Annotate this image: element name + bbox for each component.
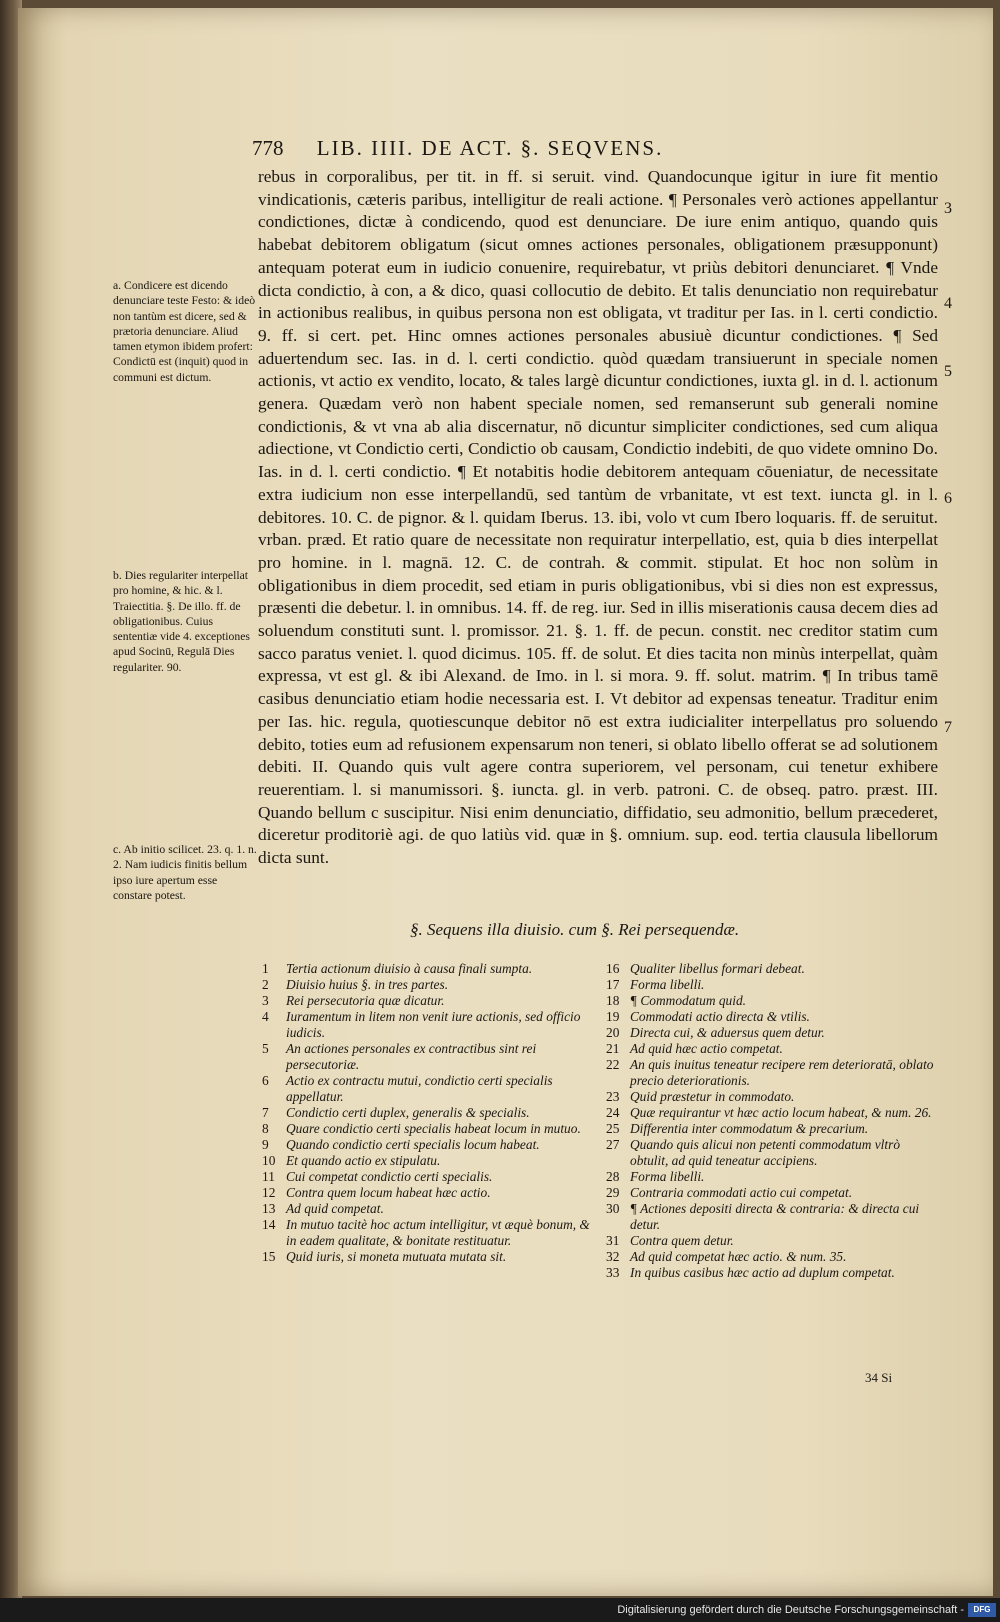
- index-entry: 3 Rei persecutoria quæ dicatur.: [262, 993, 445, 1008]
- margin-number: 6: [944, 490, 952, 507]
- index-entry: 27 Quando quis alicui non petenti commodatum vltrò obtulit, ad quid teneatur accipiens.: [606, 1137, 901, 1168]
- index-entry: 16 Qualiter libellus formari debeat.: [606, 961, 805, 976]
- index-entry: 12 Contra quem locum habeat hæc actio.: [262, 1185, 491, 1200]
- main-paragraph: rebus in corporalibus, per tit. in ff. si seruit. vind. Quandocunque igitur in iure fit mentio vindicationis, cæteris paribus, intelligitur de reali actione. ¶ Personales verò actiones appellantur condictiones, dictæ à condicendo, quod est denunciare. De iure enim antiquo, quando quis habebat debitorem obligatum (sicut omnes actiones personales, obligationem præsupponunt) antequam poterat eum in iudicio conuenire, requirebatur, vt priùs debitori denunciaret. ¶ Vnde dicta condictio, à con, a & dico, quasi collocutio de debito. Et talis denunciatio non requirebatur in actionibus realibus, in quibus persona non est obligata, vt traditur per Ias. in l. certi condictio. 9. ff. si cert. pet. Hinc omnes actiones personales abusiuè dicuntur condictiones. ¶ Sed aduertendum sec. Ias. in d. l. certi condictio. quòd quædam transiuerunt in speciale nomen actionis, vt actio ex vendito, locato, & tales largè dicuntur condictiones, iuxta gl. in d. l. actionum genera. Quædam verò non habent speciale nomen, sed remanserunt sub generali nomine condictionis, & vt vna ab alia discernatur, nō dicuntur simpliciter condictiones, sed cum aliqua adiectione, vt Condictio certi, Condictio ob causam, Condictio indebiti, de quo videte omnino Do. Ias. in d. l. certi condictio. ¶ Et notabitis hodie debitorem antequam cōueniatur, de necessitate extra iudicium non esse interpellandū, sed tantùm de vrbanitate, vt est text. iuncta gl. in l. debitores. 10. C. de pignor. & l. quidam Iberus. 13. ibi, volo vt cum Ibero loquaris. ff. de seruitut. vrban. præd. Et ratio quare de necessitate non requiratur interpellatio, est, quia b dies interpellat pro homine. in l. magnā. 12. C. de contrah. & commit. stipulat. Et hoc non solùm in obligationibus in diem procedit, sed etiam in puris obligationibus, vbi si dies non est expressus, præsenti die debetur. l. in omnibus. 14. ff. de reg. iur. Sed in illis miserationis causa decem dies ad soluendum constituti sunt. l. promissor. 21. §. 1. ff. de pecun. constit. nec creditor statim cum sacco paratus veniet. l. quod dicimus. 105. ff. de solut. Et dies tacita non minùs interpellat, quàm expressa, vt est gl. & ibi Alexand. de Imo. in l. si mora. 9. ff. solut. matrim. ¶ In tribus tamē casibus denunciatio etiam hodie necessaria est. I. Vt debitor ad expensas teneatur. Traditur enim per Ias. hic. regula, quotiescunque debitor nō est extra iudicialiter interpellatus pro soluendo debito, toties eum ad refusionem expensarum non teneri, si oblato libello offerat se ad solutionem debiti. II. Quando quis vult agere contra superiorem, vel personam, cui tenetur exhibere reuerentiam. l. si manumissori. §. iuncta. gl. in verb. patroni. C. de obseq. patro. præst. III. Quando bellum c suscipitur. Nisi enim denunciatio, diffidatio, seu admonitio, bellum præcederet, diceretur proditoriè agi. de quo latiùs vid. quæ in §. omnium. sup. eod. tertia clausula libellorum dicta sunt.: [258, 167, 938, 868]
- page-number: 778: [252, 136, 284, 160]
- index-entry: 29 Contraria commodati actio cui competat.: [606, 1185, 853, 1200]
- index-entry: 28 Forma libelli.: [606, 1169, 705, 1184]
- index-entry: 13 Ad quid competat.: [262, 1201, 384, 1216]
- margin-note-text: c. Ab initio scilicet. 23. q. 1. n. 2. Nam iudicis finitis bellum ipso iure apertum esse constare potest.: [113, 843, 257, 902]
- margin-note-b: [113, 568, 258, 675]
- digitization-footer: [0, 1598, 1000, 1622]
- running-head-title: LIB. IIII. DE ACT. §. SEQVENS.: [316, 136, 664, 160]
- index-entry: 31 Contra quem detur.: [606, 1233, 734, 1248]
- index-entry: 24 Quæ requirantur vt hæc actio locum habeat, & num. 26.: [606, 1105, 932, 1120]
- summary-index-left: [262, 961, 598, 1265]
- margin-note-c: [113, 842, 258, 903]
- index-entry: 6 Actio ex contractu mutui, condictio certi specialis appellatur.: [262, 1073, 553, 1104]
- margin-number: 3: [944, 200, 952, 217]
- margin-number: 5: [944, 363, 952, 380]
- margin-number: 4: [944, 295, 952, 312]
- running-head: [252, 136, 872, 161]
- index-entry: 25 Differentia inter commodatum & precarium.: [606, 1121, 869, 1136]
- index-entry: 4 Iuramentum in litem non venit iure actionis, sed officio iudicis.: [262, 1009, 581, 1040]
- index-entry: 17 Forma libelli.: [606, 977, 705, 992]
- index-entry: 9 Quando condictio certi specialis locum habeat.: [262, 1137, 540, 1152]
- index-entry: 14 In mutuo tacitè hoc actum intelligitur, vt æquè bonum, & in eadem qualitate, & bonitate restituatur.: [262, 1217, 590, 1248]
- index-entry: 5 An actiones personales ex contractibus sint rei persecutoriæ.: [262, 1041, 537, 1072]
- index-entry: 23 Quid præstetur in commodato.: [606, 1089, 795, 1104]
- index-entry: 7 Condictio certi duplex, generalis & specialis.: [262, 1105, 530, 1120]
- index-entry: 15 Quid iuris, si moneta mutuata mutata sit.: [262, 1249, 507, 1264]
- index-entry: 1 Tertia actionum diuisio à causa finali sumpta.: [262, 961, 533, 976]
- footer-text: Digitalisierung gefördert durch die Deutsche Forschungsgemeinschaft -: [617, 1604, 964, 1616]
- index-entry: 30 ¶ Actiones depositi directa & contraria: & directa cui detur.: [606, 1201, 920, 1232]
- index-entry: 21 Ad quid hæc actio competat.: [606, 1041, 783, 1056]
- summary-index-right: [606, 961, 938, 1281]
- index-entry: 33 In quibus casibus hæc actio ad duplum competat.: [606, 1265, 895, 1280]
- margin-note-text: a. Condicere est dicendo denunciare teste Festo: & ideò non tantùm est dicere, sed & prætoria denunciare. Aliud tamen etymon ibidem profert: Condictū est (inquit) quod in communi est dictum.: [113, 279, 256, 384]
- index-entry: 19 Commodati actio directa & vtilis.: [606, 1009, 810, 1024]
- main-text-block: [258, 166, 938, 870]
- margin-note-text: b. Dies regulariter interpellat pro homine, & hic. & l. Traiectitia. §. De illo. ff. de obligationibus. Cuius sententiæ vide 4. exceptiones apud Socinū, Regulā Dies regulariter. 90.: [113, 569, 250, 674]
- index-entry: 11 Cui competat condictio certi specialis.: [262, 1169, 493, 1184]
- catchword: 34 Si: [865, 1370, 893, 1385]
- index-entry: 22 An quis inuitus teneatur recipere rem deterioratā, oblato precio deteriorationis.: [606, 1057, 934, 1088]
- section-heading: §. Sequens illa diuisio. cum §. Rei persequendæ.: [410, 920, 740, 939]
- margin-note-a: [113, 278, 258, 385]
- index-entry: 2 Diuisio huius §. in tres partes.: [262, 977, 449, 992]
- index-entry: 18 ¶ Commodatum quid.: [606, 993, 746, 1008]
- dfg-logo-icon: DFG: [968, 1603, 996, 1617]
- margin-number: 7: [944, 719, 952, 736]
- index-entry: 20 Directa cui, & aduersus quem detur.: [606, 1025, 825, 1040]
- index-entry: 10 Et quando actio ex stipulatu.: [262, 1153, 441, 1168]
- index-entry: 8 Quare condictio certi specialis habeat locum in mutuo.: [262, 1121, 581, 1136]
- index-entry: 32 Ad quid competat hæc actio. & num. 35.: [606, 1249, 847, 1264]
